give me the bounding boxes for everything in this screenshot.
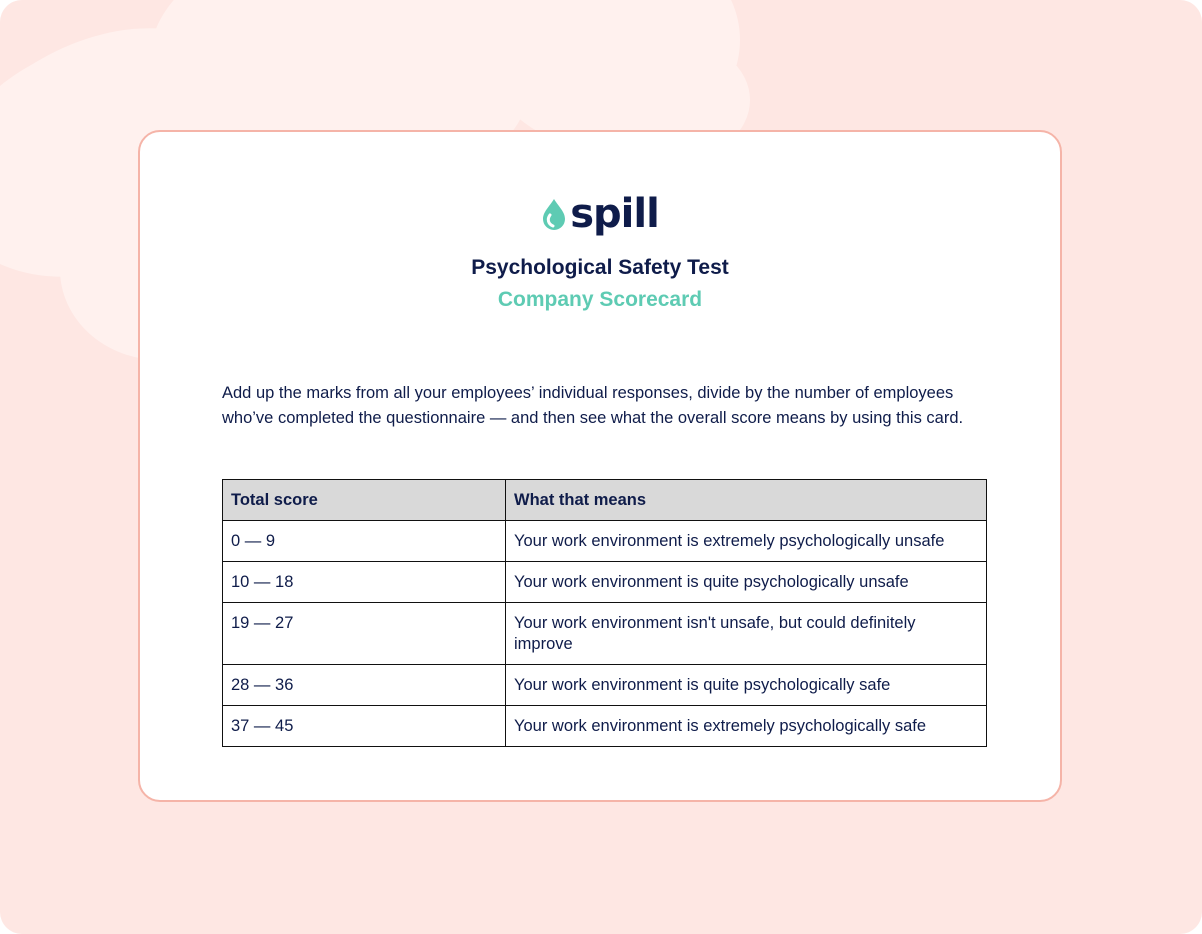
scorecard-card [138, 130, 1062, 802]
table-row [223, 706, 987, 747]
table-row [223, 521, 987, 562]
intro-text: Add up the marks from all your employees’ individual responses, divide by the number of employees who’ve completed the questionnaire — and then see what the overall score means by using this card. [222, 384, 964, 427]
score-range-cell: 19 — 27 [223, 603, 506, 665]
score-table [222, 479, 987, 747]
meaning-cell: Your work environment is extremely psychologically unsafe [506, 521, 987, 562]
score-range-cell: 28 — 36 [223, 665, 506, 706]
table-row [223, 603, 987, 665]
page-subtitle: Company Scorecard [497, 288, 703, 311]
table-row [223, 562, 987, 603]
spill-logo [140, 190, 1060, 238]
page-title: Psychological Safety Test [471, 256, 729, 279]
logo-wordmark: spill [570, 191, 659, 237]
table-row [223, 665, 987, 706]
score-range-cell: 37 — 45 [223, 706, 506, 747]
score-range-cell: 10 — 18 [223, 562, 506, 603]
score-range-cell: 0 — 9 [223, 521, 506, 562]
droplet-icon [541, 197, 567, 231]
meaning-cell: Your work environment is extremely psychologically safe [506, 706, 987, 747]
column-header-total-score: Total score [223, 480, 506, 521]
table-header-row [223, 480, 987, 521]
meaning-cell: Your work environment isn't unsafe, but could definitely improve [506, 603, 987, 665]
meaning-cell: Your work environment is quite psychologically unsafe [506, 562, 987, 603]
column-header-meaning: What that means [506, 480, 987, 521]
meaning-cell: Your work environment is quite psychologically safe [506, 665, 987, 706]
